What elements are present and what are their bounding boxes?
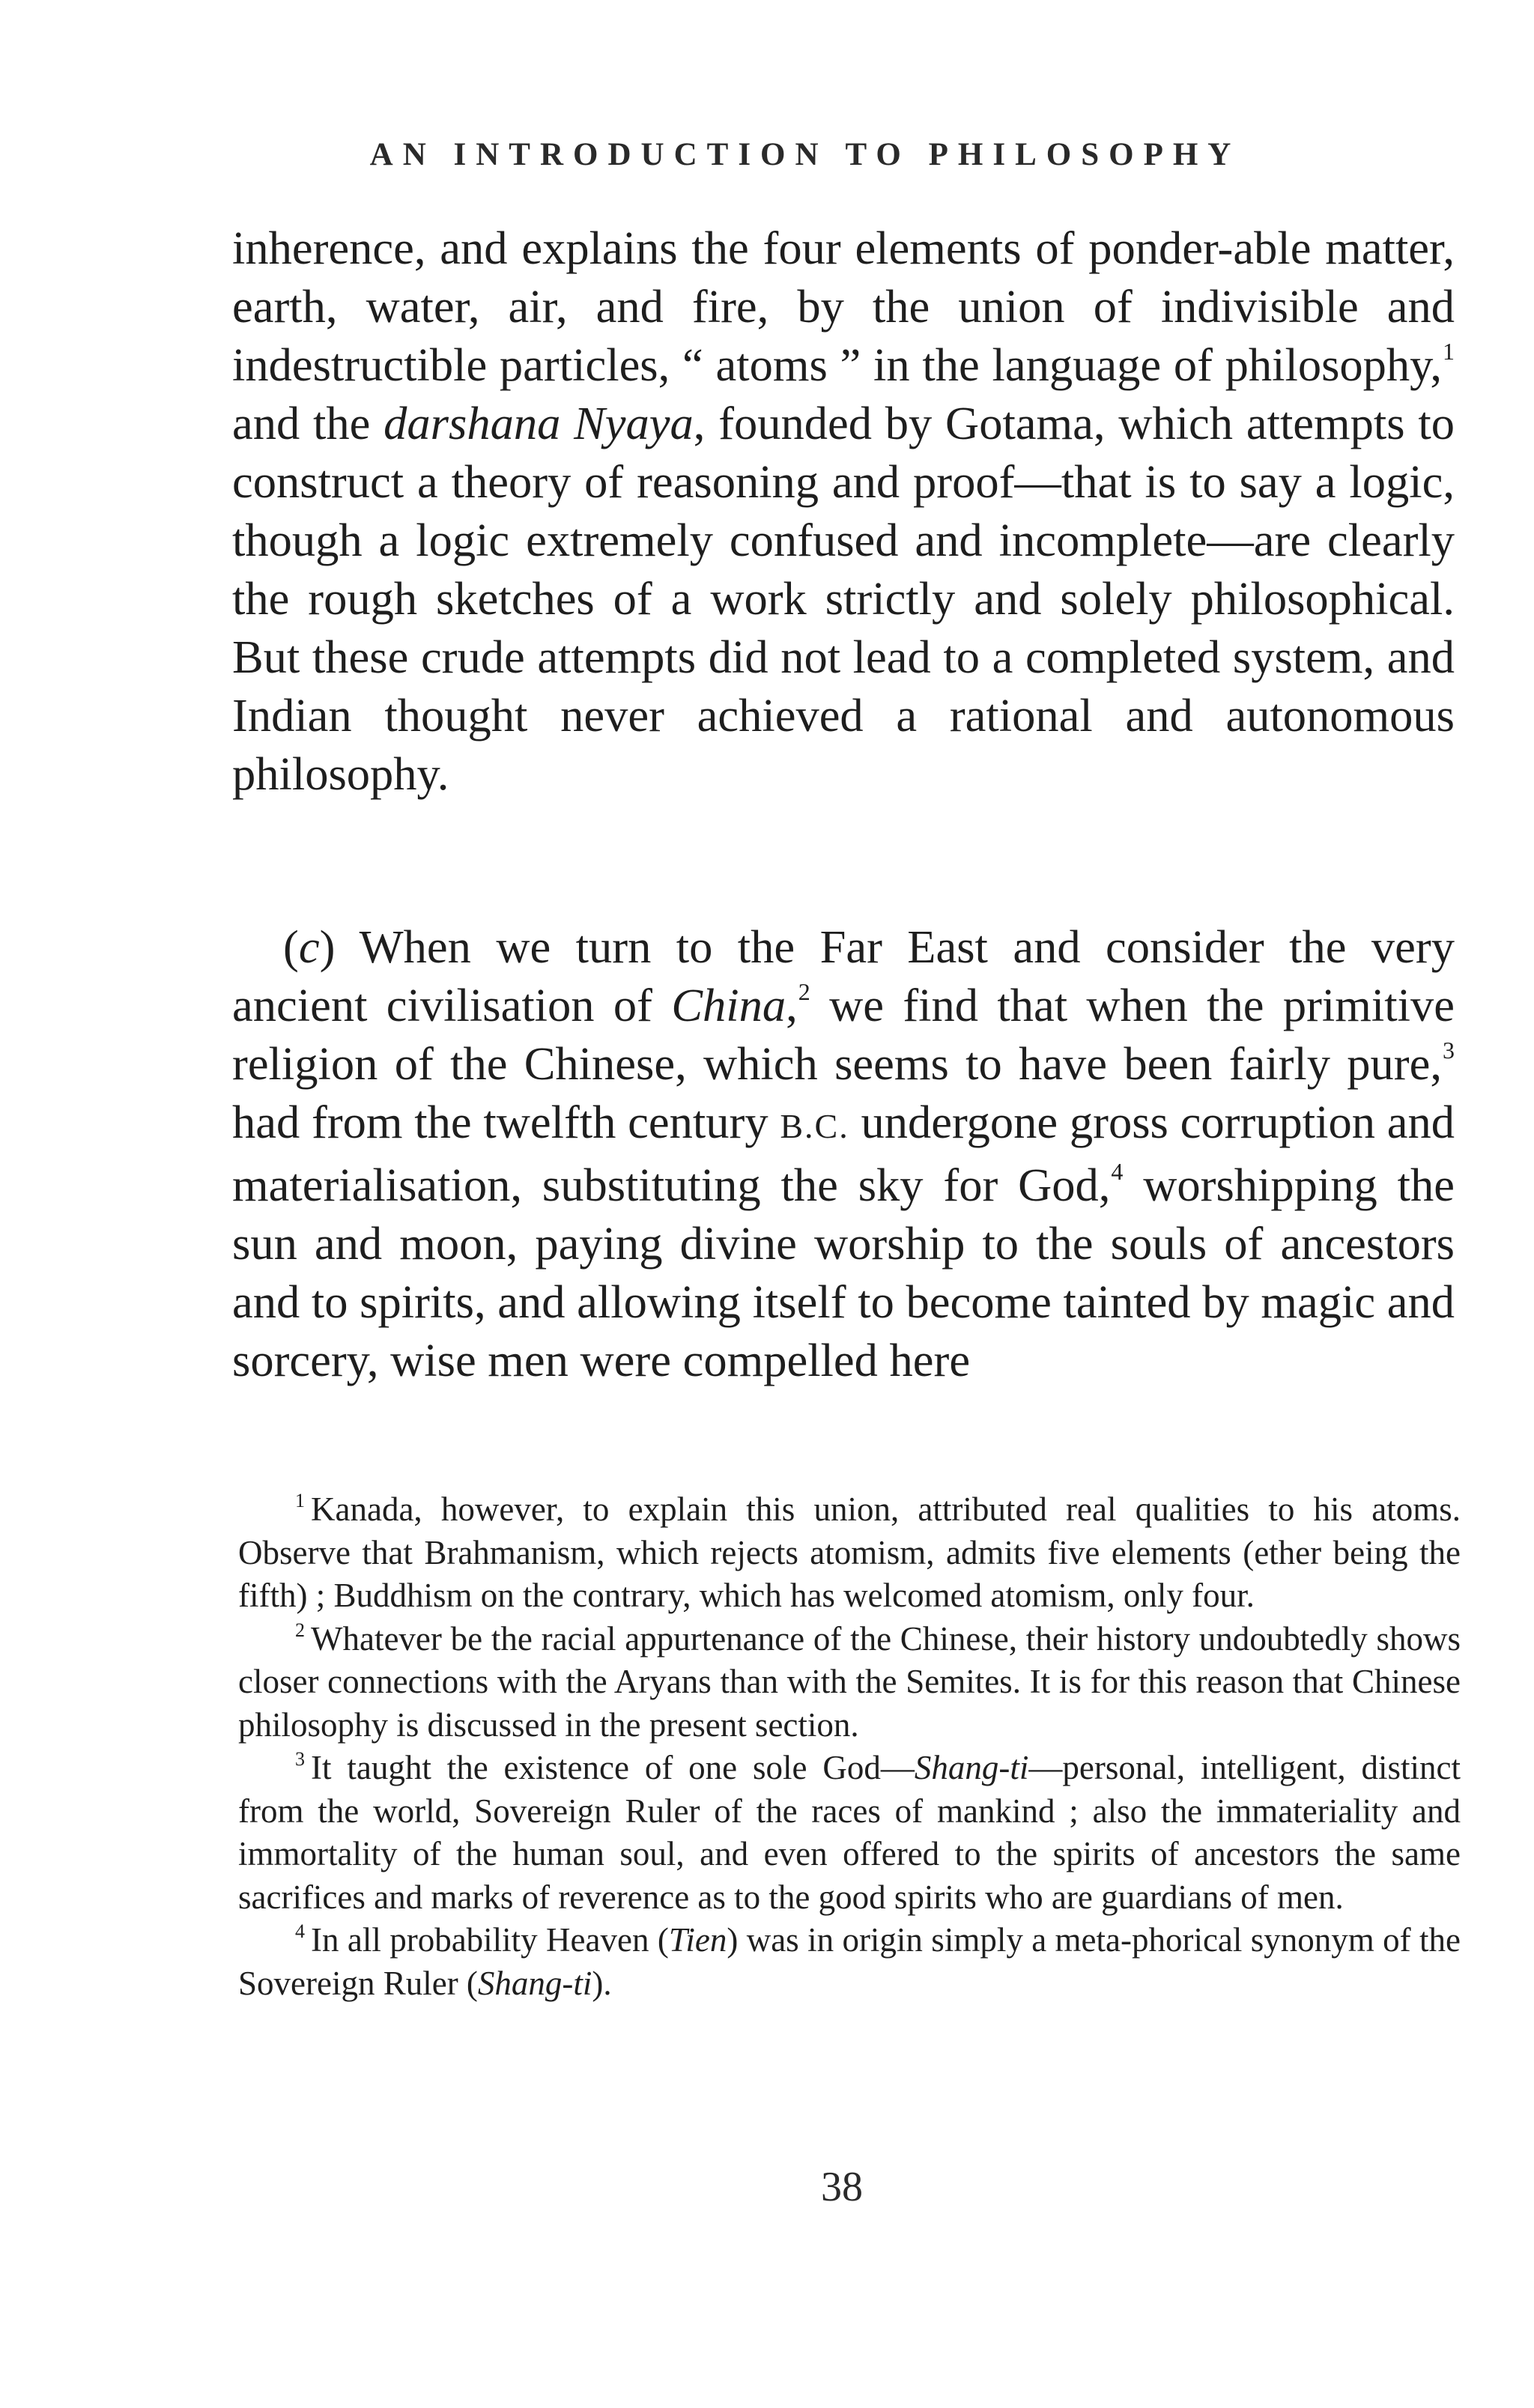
section-letter: c (298, 921, 320, 973)
footnote-text: It taught the existence of one sole God— (311, 1749, 915, 1786)
footnote-number: 1 (295, 1490, 305, 1511)
running-head: AN INTRODUCTION TO PHILOSOPHY (369, 137, 1241, 172)
italic-term: darshana Nyaya (384, 397, 694, 449)
text-run: undergone gross corruption and materialisation, substituting the sky for God, (232, 1096, 1455, 1211)
text-run: and the (232, 397, 384, 449)
italic-term: China (671, 979, 786, 1031)
footnote-4 (238, 1919, 1461, 2005)
footnote-number: 4 (295, 1920, 305, 1942)
footnote-ref-2: 2 (798, 978, 810, 1005)
text-run: had from the twelfth century (232, 1096, 780, 1148)
footnote-3 (238, 1747, 1461, 1919)
footnotes (238, 1488, 1461, 2005)
footnote-2 (238, 1618, 1461, 1747)
footnote-number: 3 (295, 1748, 305, 1770)
paragraph-continuation (232, 219, 1455, 803)
text-run: , founded by Gotama, which attempts to construct a theory of reasoning and proof—that is to say a logic, though a logic extremely confused and incomplete—are clearly the rough sketches of a work strictly and solely philosophical. But these crude attempts did not lead to a completed system, and Indian thought never achieved a rational and autonomous philosophy. (232, 397, 1455, 800)
text-run: worshipping the sun and moon, paying divine worship to the souls of ancestors and to spirits, and allowing itself to become tainted by magic and sorcery, wise men were compelled here (232, 1159, 1455, 1386)
text-run: ( (283, 921, 299, 973)
footnote-text: ). (592, 1964, 612, 2002)
text-run: we find that when the primitive religion of the Chinese, which seems to have been fairly pure, (232, 979, 1455, 1090)
italic-term: Shang-ti (914, 1749, 1029, 1786)
footnote-text: —personal, intelligent, distinct from the world, Sovereign Ruler of the races of mankind ; also the immateriality and immortality of the human soul, and even offered to the spirits of ancestors the same sacrifices and marks of reverence as to the good spirits who are guardians of men. (238, 1749, 1461, 1916)
footnote-ref-1: 1 (1443, 338, 1455, 365)
small-caps-era: B.C. (780, 1107, 849, 1145)
footnote-1 (238, 1488, 1461, 1618)
text-run: inherence, and explains the four elements of ponder-able matter, earth, water, air, and fire, by the union of indivisible and indestructible particles, “ atoms ” in the language of philosophy, (232, 222, 1455, 391)
page-number: 38 (821, 2164, 863, 2210)
footnote-text: Whatever be the racial appurtenance of the Chinese, their history undoubtedly shows closer connections with the Aryans than with the Semites. It is for this reason that Chinese philosophy is discussed in the present section. (238, 1619, 1461, 1744)
paragraph-china (232, 918, 1455, 1389)
italic-term: Shang-ti (477, 1964, 592, 2002)
text-run: , (786, 979, 798, 1031)
footnote-text: ) was in origin simply a meta-phorical synonym of the Sovereign Ruler ( (238, 1921, 1461, 2002)
text-run: ) When we turn to the Far East and consider the very ancient civilisation of (232, 921, 1455, 1031)
footnote-number: 2 (295, 1619, 305, 1641)
footnote-text: In all probability Heaven ( (311, 1921, 669, 1959)
footnote-text: Kanada, however, to explain this union, attributed real qualities to his atoms. Observe that Brahmanism, which rejects atomism, admits five elements (ether being the fifth) ; Buddhism on the contrary, which has welcomed atomism, only four. (238, 1490, 1461, 1614)
footnote-ref-3: 3 (1443, 1037, 1455, 1064)
italic-term: Tien (668, 1921, 727, 1959)
footnote-ref-4: 4 (1111, 1158, 1124, 1185)
